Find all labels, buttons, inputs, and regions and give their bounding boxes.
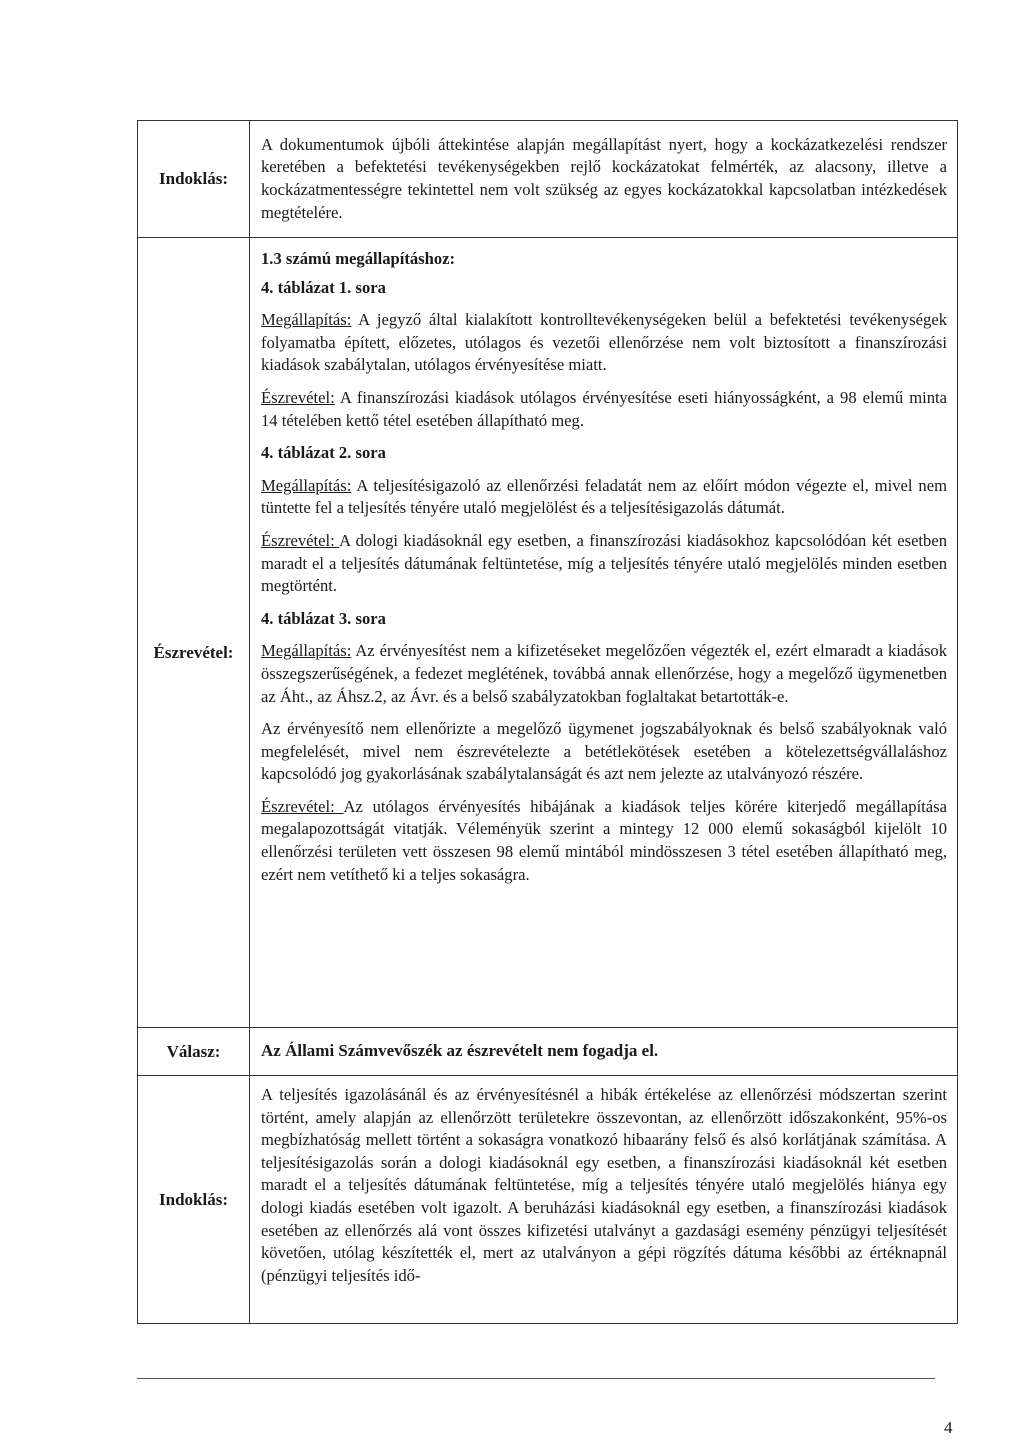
observation-label: Észrevétel: (261, 796, 344, 816)
observation-text: A finanszírozási kiadások utólagos érvényesítése eseti hiányosságként, a 98 elemű minta 14 tételében kettő tétel esetében állapítható meg. (261, 387, 947, 430)
table-row (138, 1028, 958, 1076)
row-content (250, 1076, 958, 1324)
findings-table (137, 120, 958, 1324)
row-content (250, 121, 958, 238)
answer-text: Az Állami Számvevőszék az észrevételt nem fogadja el. (261, 1041, 659, 1061)
table-ref-title: 4. táblázat 2. sora (261, 443, 386, 463)
table-row (138, 121, 958, 238)
observation-text: A dologi kiadásoknál egy esetben, a finanszírozási kiadásokhoz kapcsolódóan két esetben maradt el a teljesítés dátumának feltüntetése, míg a teljesítés tényére utaló megjelölés minden esetben megtörtént. (261, 530, 947, 596)
finding-text: A jegyző által kialakított kontrolltevékenységeken belül a befektetési tevékenységek folyamatba épített, előzetes, utólagos és vezetői ellenőrzése nem volt biztosított a finanszírozási kiadások szabálytalan, utólagos érvényesítése miatt. (261, 310, 947, 375)
footer-divider (137, 1378, 935, 1379)
finding-text: Az érvényesítést nem a kifizetéseket megelőzően végezték el, ezért elmaradt a kiadások összegszerűségének, a fedezet meglétének, továbbá annak ellenőrzése, hogy a megelőző ügymenetben az Áht., az Áhsz.2, az Ávr. és a belső szabályzatokban foglaltakat betartották-e. (261, 641, 947, 706)
observation-paragraph (261, 796, 947, 886)
row-label: Indoklás: (138, 1076, 250, 1324)
table-ref-title: 4. táblázat 3. sora (261, 608, 386, 628)
finding-paragraph (261, 640, 947, 708)
finding-label: Megállapítás: (261, 641, 352, 661)
finding-label: Megállapítás: (261, 310, 352, 330)
finding-text: A teljesítésigazoló az ellenőrzési feladatát nem az előírt módon végezte el, mivel nem tüntette fel a teljesítés tényére utaló megjelölést és a teljesítésigazolás dátumát. (261, 475, 947, 518)
observation-text: Az utólagos érvényesítés hibájának a kiadások teljes körére kiterjedő megállapítása megalapozottságát vitatják. Véleményük szerint a mintegy 12 000 elemű sokaságból kijelölt 10 ellenőrzési területen vett összesen 98 elemű mintából mindösszesen 3 tétel esetében állapítható meg, ezért nem vetíthető ki a teljes sokaságra. (261, 796, 947, 884)
section-heading: 1.3 számú megállapításhoz: (261, 249, 456, 268)
observation-paragraph (261, 387, 947, 432)
row-label: Észrevétel: (138, 238, 250, 1028)
finding-extra-paragraph: Az érvényesítő nem ellenőrizte a megelőző ügymenet jogszabályoknak és belső szabályoknak való megfelelését, mivel nem észrevételezte a betétlekötések esetében a kötelezettségvállaláshoz kapcsolódó jog gyakorlásának szabálytalanságát és azt nem jelezte az utalványozó részére. (261, 719, 947, 784)
finding-paragraph (261, 475, 947, 520)
table-ref-title: 4. táblázat 1. sora (261, 277, 386, 297)
observation-label: Észrevétel: (261, 387, 335, 407)
observation-paragraph (261, 530, 947, 598)
table-row (138, 1076, 958, 1324)
justification-text: A dokumentumok újbóli áttekintése alapján megállapítást nyert, hogy a kockázatkezelési rendszer keretében a befektetési tevékenységekben rejlő kockázatokat felmérték, az alacsony, illetve a kockázatmentességre tekintettel nem volt szükség az egyes kockázatokkal kapcsolatban intézkedések megtételére. (261, 134, 947, 222)
finding-paragraph (261, 309, 947, 377)
observation-label: Észrevétel: (261, 530, 340, 550)
row-label: Indoklás: (138, 121, 250, 238)
page-number: 4 (944, 1418, 953, 1437)
finding-label: Megállapítás: (261, 475, 352, 495)
row-content (250, 238, 958, 1028)
justification-text: A teljesítés igazolásánál és az érvényesítésnél a hibák értékelése az ellenőrzési módszertan szerint történt, amely alapján az ellenőrzött területekre összevontan, az ellenőrzött időszakonként, 95%-os megbízhatóság mellett történt a sokaságra vonatkozó hibaarány felső és alsó korlátjának számítása. A teljesítésigazolás során a dologi kiadásoknál egy esetben, a finanszírozási kiadásoknál két esetben maradt el a teljesítés dátumának feltüntetése, míg a teljesítés tényére utaló megjelölés hiánya egy dologi kiadás esetében volt igazolt. A beruházási kiadásoknál egy esetben, a finanszírozási kiadások esetében az ellenőrzés alá vont összes kifizetési utalványt a gazdasági esemény pénzügyi teljesítését követően, utólag készítették el, mert az utalványon a gépi rögzítés dátuma későbbi az értéknapnál (pénzügyi teljesítés idő- (261, 1085, 947, 1285)
row-label: Válasz: (138, 1028, 250, 1076)
table-row (138, 238, 958, 1028)
row-content (250, 1028, 958, 1076)
